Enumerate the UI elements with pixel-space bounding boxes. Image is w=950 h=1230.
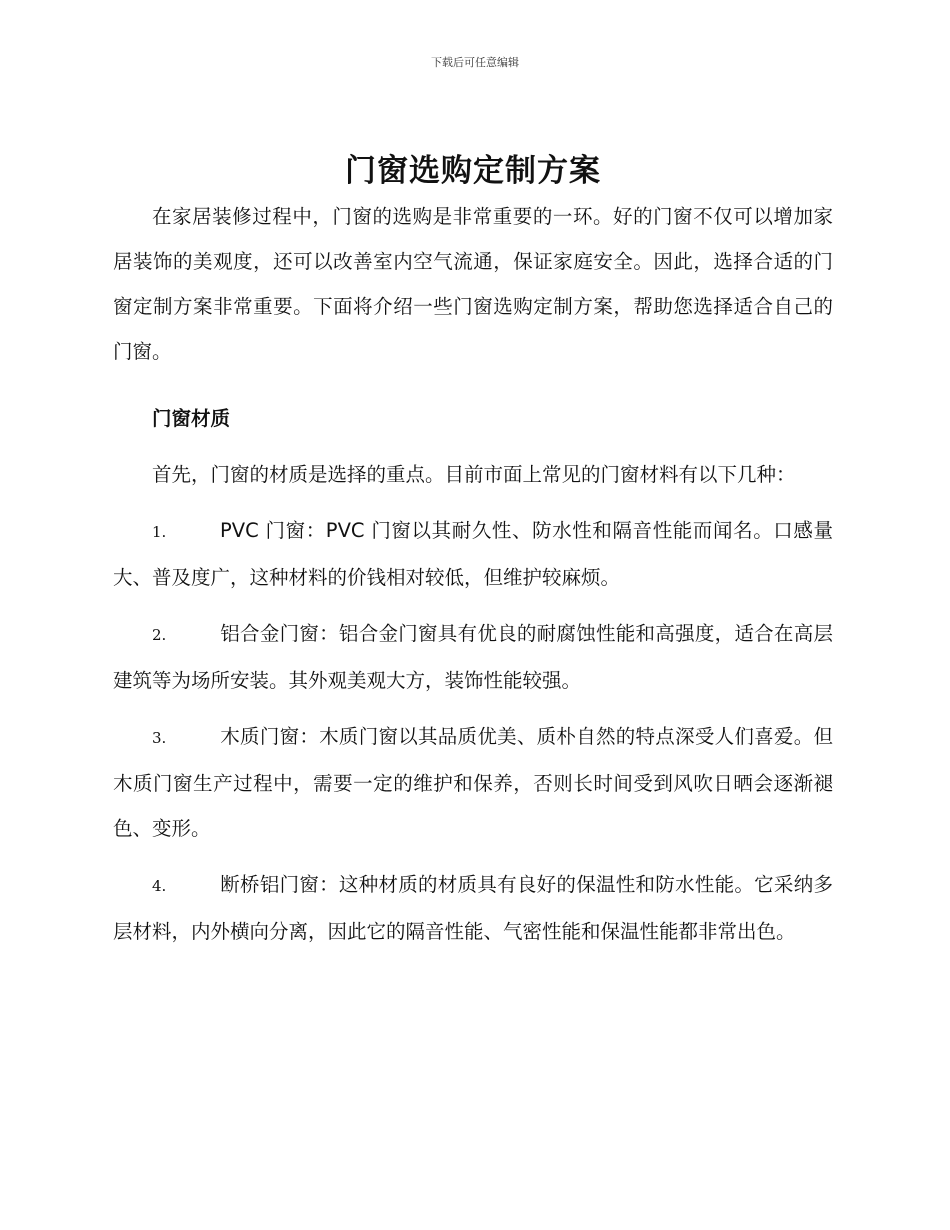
list-item-number: 3. [152,729,167,747]
list-item-text: PVC 门窗：PVC 门窗以其耐久性、防水性和隔音性能而闻名。口感量大、普及度广，这种材料的价钱相对较低，但维护较麻烦。 [113,519,833,589]
intro-paragraph: 在家居装修过程中，门窗的选购是非常重要的一环。好的门窗不仅可以增加家居装饰的美观度，还可以改善室内空气流通，保证家庭安全。因此，选择合适的门窗定制方案非常重要。下面将介绍一些门窗选购定制方案，帮助您选择适合自己的门窗。 [113,205,833,363]
list-item [113,862,833,954]
list-item [113,611,833,703]
list-item [113,508,833,600]
list-item-text: 木质门窗：木质门窗以其品质优美、质朴自然的特点深受人们喜爱。但木质门窗生产过程中，需要一定的维护和保养，否则长时间受到风吹日晒会逐渐褪色、变形。 [113,725,833,840]
list-item [113,714,833,851]
section-heading: 门窗材质 [152,407,231,430]
list-item-text: 铝合金门窗：铝合金门窗具有优良的耐腐蚀性能和高强度，适合在高层建筑等为场所安装。其外观美观大方，装饰性能较强。 [113,622,833,692]
list-item-number: 4. [152,877,167,895]
document-title: 门窗选购定制方案 [345,153,601,189]
list-item-text: 断桥铝门窗：这种材质的材质具有良好的保温性和防水性能。它采纳多层材料，内外横向分离，因此它的隔音性能、气密性能和保温性能都非常出色。 [113,873,833,943]
list-item-number: 2. [152,626,167,644]
document-body [113,148,833,954]
section-intro-paragraph: 首先，门窗的材质是选择的重点。目前市面上常见的门窗材料有以下几种： [152,463,796,486]
list-item-number: 1. [152,523,167,541]
page-header-note: 下载后可任意编辑 [431,56,519,69]
